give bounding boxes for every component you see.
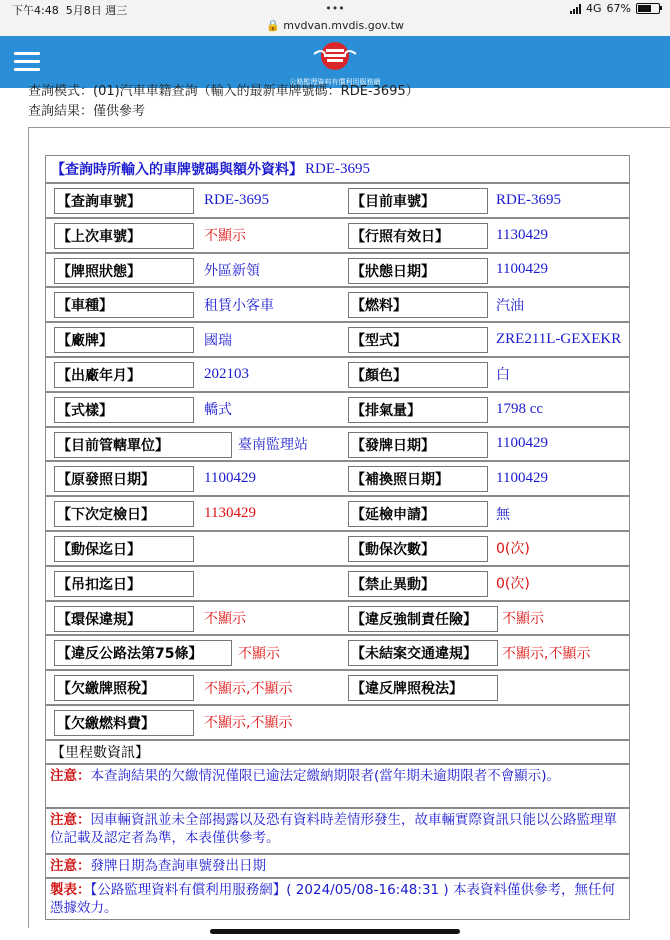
field-value: 轎式 (204, 402, 232, 419)
note-4: 製表：【公路監理資料有償利用服務網】( 2024/05/08-16:48:31 ) 本表資料僅供參考，無任何憑據效力。 (45, 878, 630, 920)
field-label: 【車種】 (54, 292, 194, 318)
field-value: 無 (496, 506, 510, 523)
field-label: 【環保違規】 (54, 606, 194, 632)
table-row (45, 427, 630, 462)
field-value: 外區新領 (204, 262, 260, 279)
field-label: 【查詢車號】 (54, 188, 194, 214)
mileage-section-label: 【里程數資訊】 (51, 744, 149, 761)
table-row (45, 218, 630, 253)
title-label: 【查詢時所輸入的車牌號碼與額外資料】 RDE-3695 (51, 160, 370, 178)
field-label: 【目前車號】 (348, 188, 488, 214)
status-right (570, 2, 660, 15)
field-value: 不顯示 (204, 228, 246, 245)
table-row (45, 322, 630, 357)
lock-icon: 🔒 (266, 19, 280, 32)
field-value: 0(次) (496, 576, 530, 593)
table-row (45, 601, 630, 636)
table-row (45, 392, 630, 427)
table-row (45, 461, 630, 496)
table-row (45, 253, 630, 288)
note-3: 注意：發牌日期為查詢車號發出日期 (45, 854, 630, 878)
field-label: 【欠繳牌照稅】 (54, 675, 194, 701)
field-value: 臺南監理站 (238, 436, 308, 453)
table-row (45, 357, 630, 392)
field-value: ZRE211L-GEXEKR (496, 331, 622, 348)
field-value: 1130429 (496, 226, 548, 243)
field-value: 202103 (204, 365, 249, 382)
field-label: 【違反強制責任險】 (348, 606, 498, 632)
field-label: 【出廠年月】 (54, 362, 194, 388)
field-value: 1130429 (204, 505, 256, 522)
field-label: 【吊扣迄日】 (54, 571, 194, 597)
note-1: 注意：本查詢結果的欠繳情況僅限已逾法定繳納期限者(當年期未逾期限者不會顯示)。 (45, 764, 630, 808)
field-value: 國瑞 (204, 332, 232, 349)
field-label: 【動保次數】 (348, 536, 488, 562)
field-value: 1798 cc (496, 400, 544, 417)
battery-percent: 67% (606, 2, 631, 15)
field-label: 【狀態日期】 (348, 258, 488, 284)
home-indicator[interactable] (210, 929, 460, 934)
field-label: 【型式】 (348, 327, 488, 353)
field-label: 【燃料】 (348, 292, 488, 318)
table-row (45, 705, 630, 740)
field-value: 不顯示 (238, 645, 280, 662)
vehicle-info-table (45, 155, 630, 920)
field-value: 不顯示 (502, 610, 544, 627)
mileage-section-row (45, 740, 630, 764)
logo-text: 公路監理資料有償利用服務網 (289, 78, 381, 86)
query-result-text: 查詢結果：僅供參考 (28, 104, 146, 119)
field-label: 【上次車號】 (54, 223, 194, 249)
status-dots: ••• (325, 2, 345, 15)
address-bar[interactable] (0, 18, 670, 36)
field-label: 【動保迄日】 (54, 536, 194, 562)
field-value: 租賃小客車 (204, 297, 274, 314)
menu-icon[interactable] (14, 52, 40, 72)
field-label: 【排氣量】 (348, 397, 488, 423)
field-value: 不顯示,不顯示 (204, 680, 293, 697)
field-value: 1100429 (496, 470, 548, 487)
url-text: mvdvan.mvdis.gov.tw (283, 19, 404, 32)
field-label: 【違反牌照稅法】 (348, 675, 498, 701)
field-value: 不顯示,不顯示 (204, 715, 293, 732)
status-time-date: 下午4:48 5月8日 週三 (12, 4, 128, 17)
table-row (45, 496, 630, 531)
table-row (45, 566, 630, 601)
table-row (45, 635, 630, 670)
table-row (45, 287, 630, 322)
field-value: 汽油 (496, 297, 524, 314)
network-label: 4G (586, 2, 602, 15)
status-bar (0, 0, 670, 18)
field-value: 不顯示,不顯示 (502, 645, 591, 662)
field-label: 【廠牌】 (54, 327, 194, 353)
emblem-icon (312, 40, 358, 72)
field-value: 白 (496, 367, 510, 384)
field-label: 【式樣】 (54, 397, 194, 423)
note-2: 注意：因車輛資訊並未全部揭露以及恐有資料時差情形發生，故車輛實際資訊只能以公路監理單位記載及認定者為準，本表僅供參考。 (45, 808, 630, 854)
field-label: 【違反公路法第75條】 (54, 640, 232, 666)
field-label: 【發牌日期】 (348, 432, 488, 458)
field-value: 1100429 (496, 435, 548, 452)
field-label: 【補換照日期】 (348, 466, 488, 492)
field-label: 【原發照日期】 (54, 466, 194, 492)
table-row (45, 183, 630, 218)
table-row (45, 670, 630, 705)
field-label: 【下次定檢日】 (54, 501, 194, 527)
field-label: 【禁止異動】 (348, 571, 488, 597)
field-label: 【欠繳燃料費】 (54, 710, 194, 736)
field-value: 1100429 (496, 261, 548, 278)
field-label: 【未結案交通違規】 (348, 640, 498, 666)
table-row (45, 531, 630, 566)
field-value: RDE-3695 (496, 191, 561, 208)
field-label: 【顏色】 (348, 362, 488, 388)
field-label: 【延檢申請】 (348, 501, 488, 527)
field-label: 【牌照狀態】 (54, 258, 194, 284)
signal-icon (570, 4, 581, 14)
title-row (45, 155, 630, 183)
field-value: RDE-3695 (204, 191, 269, 208)
battery-icon (636, 3, 660, 14)
field-label: 【行照有效日】 (348, 223, 488, 249)
field-value: 不顯示 (204, 610, 246, 627)
field-label: 【目前管轄單位】 (54, 432, 232, 458)
field-value: 1100429 (204, 470, 256, 487)
field-value: 0(次) (496, 541, 530, 558)
query-mode-text: 查詢模式：(01)汽車車籍查詢（輸入的最新車牌號碼：RDE-3695） (28, 84, 419, 99)
